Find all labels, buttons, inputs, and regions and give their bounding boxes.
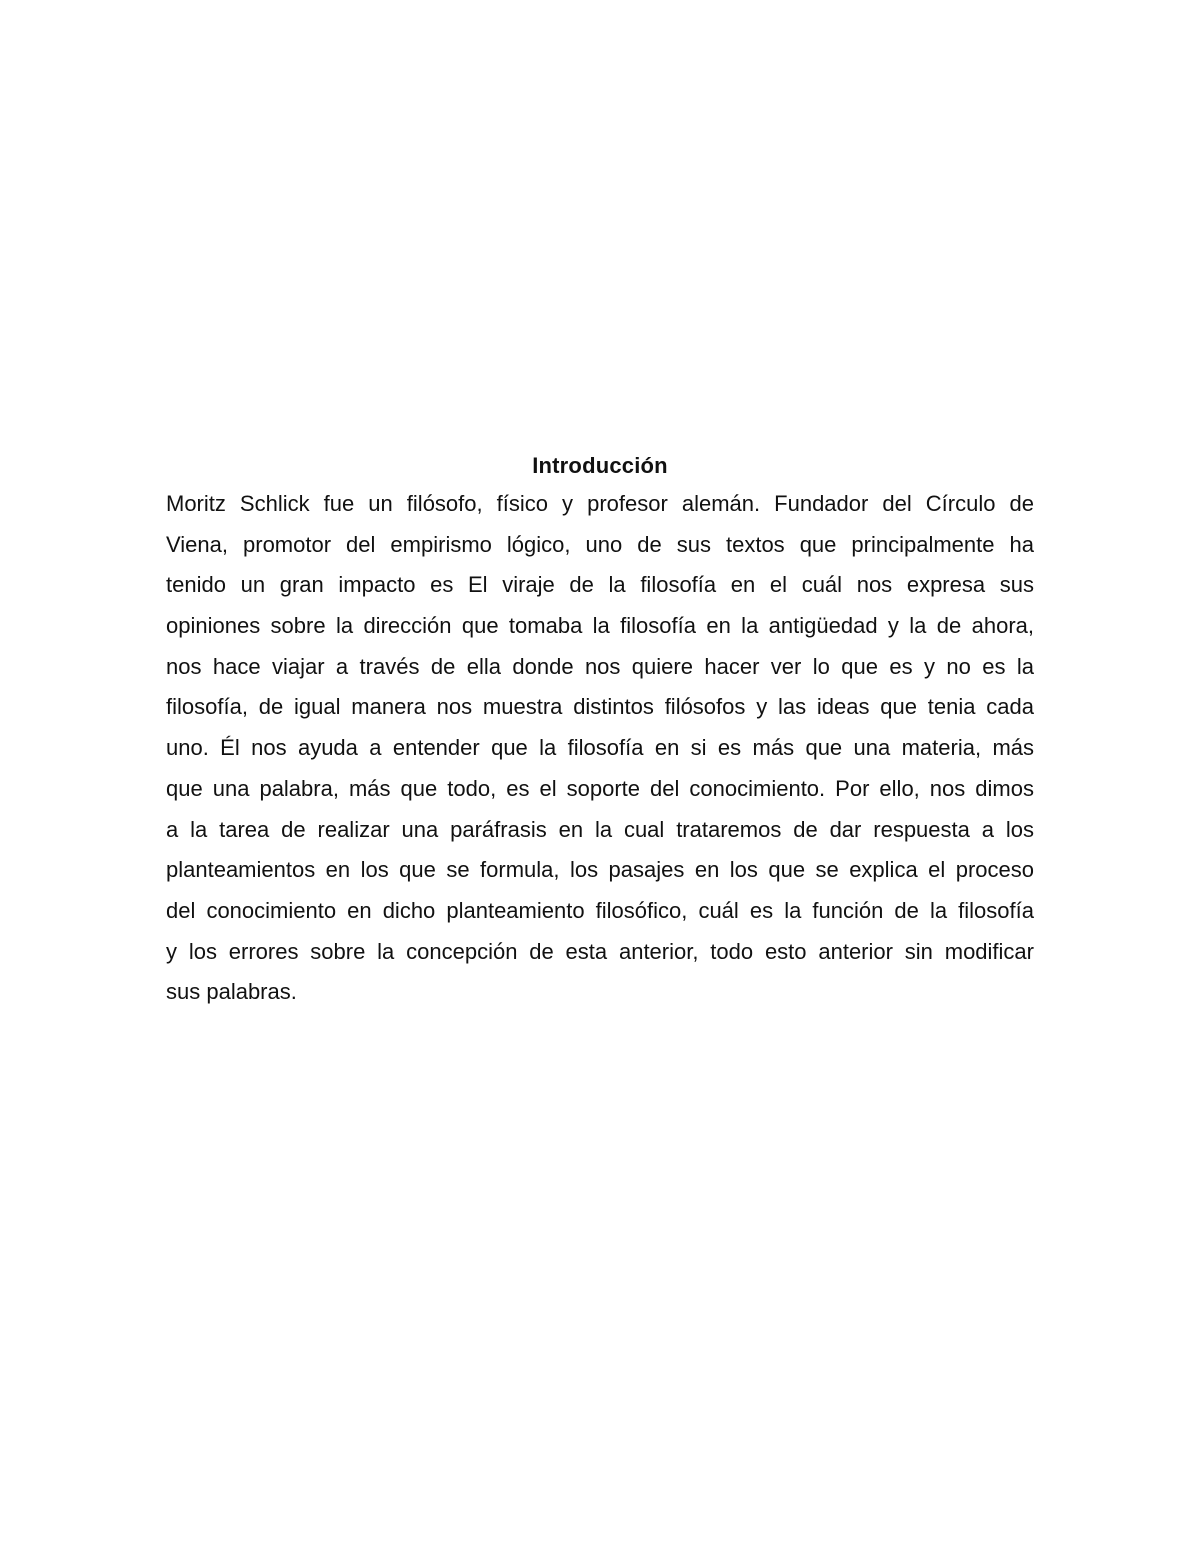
paragraph-line: nos hace viajar a través de ella donde nos quiere hacer ver lo que es y no es la [166, 653, 1034, 679]
paragraph-line: sus palabras. [166, 979, 297, 1005]
section-title: Introducción [532, 453, 668, 478]
introduction-section [166, 450, 1034, 1013]
paragraph-line: a la tarea de realizar una paráfrasis en la cual trataremos de dar respuesta a los [166, 816, 1034, 842]
paragraph-line: del conocimiento en dicho planteamiento filosófico, cuál es la función de la filosofía [166, 897, 1034, 923]
paragraph-line: filosofía, de igual manera nos muestra distintos filósofos y las ideas que tenia cada [166, 694, 1034, 720]
paragraph-line: opiniones sobre la dirección que tomaba la filosofía en la antigüedad y la de ahora, [166, 613, 1034, 639]
paragraph-line: tenido un gran impacto es El viraje de la filosofía en el cuál nos expresa sus [166, 572, 1034, 598]
paragraph-line: y los errores sobre la concepción de esta anterior, todo esto anterior sin modificar [166, 938, 1034, 964]
paragraph-line: uno. Él nos ayuda a entender que la filosofía en si es más que una materia, más [166, 735, 1034, 761]
paragraph-line: Viena, promotor del empirismo lógico, uno de sus textos que principalmente ha [166, 531, 1034, 557]
paragraph-line: que una palabra, más que todo, es el soporte del conocimiento. Por ello, nos dimos [166, 775, 1034, 801]
paragraph-line: planteamientos en los que se formula, los pasajes en los que se explica el proceso [166, 857, 1034, 883]
introduction-paragraph [166, 484, 1034, 1013]
paragraph-line: Moritz Schlick fue un filósofo, físico y profesor alemán. Fundador del Círculo de [166, 491, 1034, 516]
